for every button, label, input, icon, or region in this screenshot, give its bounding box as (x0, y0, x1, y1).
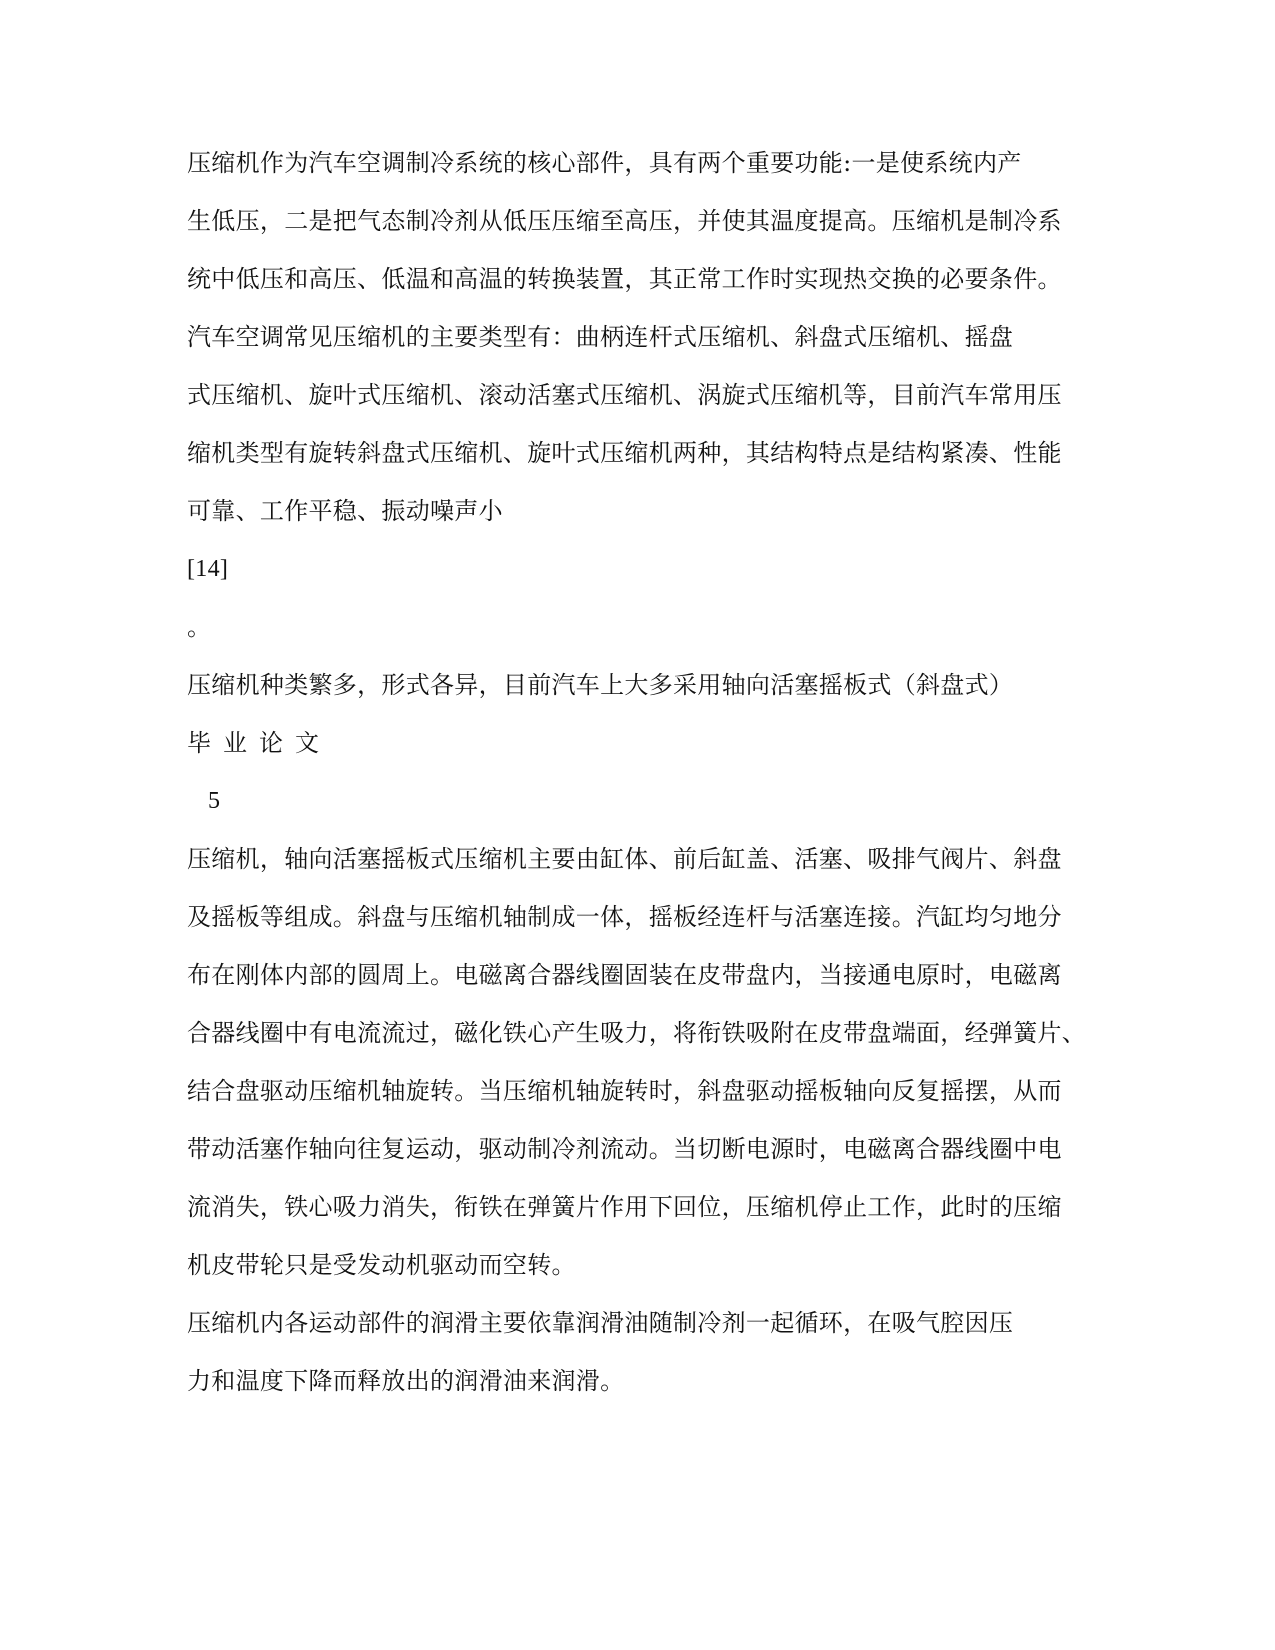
paragraph-line: 力和温度下降而释放出的润滑油来润滑。 (187, 1367, 625, 1395)
paragraph-line: 压缩机内各运动部件的润滑主要依靠润滑油随制冷剂一起循环，在吸气腔因压 (187, 1309, 1014, 1337)
paragraph-line: 缩机类型有旋转斜盘式压缩机、旋叶式压缩机两种，其结构特点是结构紧凑、性能 (187, 439, 1062, 467)
paragraph-line: 流消失，铁心吸力消失，衔铁在弹簧片作用下回位，压缩机停止工作，此时的压缩 (187, 1193, 1062, 1221)
paragraph-line: 压缩机，轴向活塞摇板式压缩机主要由缸体、前后缸盖、活塞、吸排气阀片、斜盘 (187, 845, 1062, 873)
paragraph-line: 统中低压和高压、低温和高温的转换装置，其正常工作时实现热交换的必要条件。 (187, 265, 1062, 293)
paragraph-line: 及摇板等组成。斜盘与压缩机轴制成一体，摇板经连杆与活塞连接。汽缸均匀地分 (187, 903, 1062, 931)
paragraph-line: 。 (187, 613, 212, 641)
paragraph-line: 式压缩机、旋叶式压缩机、滚动活塞式压缩机、涡旋式压缩机等，目前汽车常用压 (187, 381, 1062, 409)
paragraph-line: 压缩机种类繁多，形式各异，目前汽车上大多采用轴向活塞摇板式（斜盘式） (187, 671, 1014, 699)
paragraph-line: 可靠、工作平稳、振动噪声小 (187, 497, 503, 525)
paragraph-line: 合器线圈中有电流流过，磁化铁心产生吸力，将衔铁吸附在皮带盘端面，经弹簧片、 (187, 1019, 1087, 1047)
page-number: 5 (208, 788, 221, 814)
paragraph-line: 带动活塞作轴向往复运动，驱动制冷剂流动。当切断电源时，电磁离合器线圈中电 (187, 1135, 1062, 1163)
citation-reference: [14] (187, 556, 229, 582)
paragraph-line: 生低压，二是把气态制冷剂从低压压缩至高压，并使其温度提高。压缩机是制冷系 (187, 207, 1062, 235)
paragraph-line: 汽车空调常见压缩机的主要类型有：曲柄连杆式压缩机、斜盘式压缩机、摇盘 (187, 323, 1014, 351)
paragraph-line: 机皮带轮只是受发动机驱动而空转。 (187, 1251, 576, 1279)
running-header: 毕业论文 (187, 729, 331, 757)
paragraph-line: 压缩机作为汽车空调制冷系统的核心部件，具有两个重要功能:一是使系统内产 (187, 149, 1022, 177)
paragraph-line: 布在刚体内部的圆周上。电磁离合器线圈固装在皮带盘内，当接通电原时，电磁离 (187, 961, 1062, 989)
paragraph-line: 结合盘驱动压缩机轴旋转。当压缩机轴旋转时，斜盘驱动摇板轴向反复摇摆，从而 (187, 1077, 1062, 1105)
